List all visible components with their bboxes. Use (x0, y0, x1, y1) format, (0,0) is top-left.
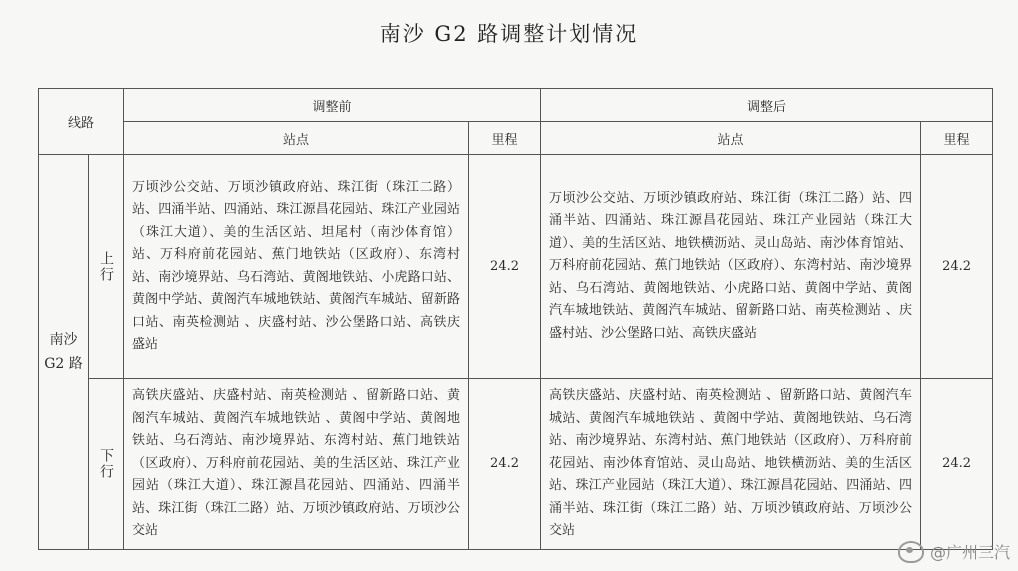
before-mileage-down: 24.2 (469, 379, 541, 550)
after-stations-down-cell (541, 379, 921, 550)
direction-up: 上行 (98, 250, 114, 283)
header-after-stations: 站点 (541, 122, 921, 155)
weibo-icon (898, 541, 924, 563)
header-route: 线路 (39, 89, 124, 155)
route-name-line2: G2 路 (44, 355, 83, 372)
header-row-1 (39, 89, 993, 122)
before-stations-down-cell (124, 379, 469, 550)
table-row-up (39, 155, 993, 379)
before-stations-up: 万顷沙公交站、万顷沙镇政府站、珠江街（珠江二路）站、四涌半站、四涌站、珠江源昌花园站、珠江产业园站（珠江大道）、美的生活区站、坦尾村（南沙体育馆）站、万科府前花园站、蕉门地铁站（区政府）、东湾村站、南沙境界站、乌石湾站、黄阁地铁站、小虎路口站、黄阁中学站、黄阁汽车城地铁站、黄阁汽车城站、留新路口站、南英检测站 、庆盛村站、沙公堡路口站、高铁庆盛站 (132, 179, 461, 352)
header-after-mileage: 里程 (921, 122, 993, 155)
after-stations-up-cell (541, 155, 921, 379)
route-name-line1: 南沙 (49, 331, 78, 348)
header-before-mileage: 里程 (469, 122, 541, 155)
after-mileage-up: 24.2 (921, 155, 993, 379)
after-mileage-down: 24.2 (921, 379, 993, 550)
after-stations-down: 高铁庆盛站、庆盛村站、南英检测站 、留新路口站、黄阁汽车城站、黄阁汽车城地铁站 、黄阁中学站、黄阁地铁站、乌石湾站、南沙境界站、东湾村站、蕉门地铁站（区政府）、万科府前花园站、南沙体育馆站、灵山岛站、地铁横沥站、美的生活区站、珠江产业园站（珠江大道）、珠江源昌花园站、四涌站、四涌半站、珠江街（珠江二路）站、万顷沙镇政府站、万顷沙公交站 (549, 388, 913, 538)
watermark (898, 540, 1010, 563)
header-before-stations: 站点 (124, 122, 469, 155)
route-adjustment-table (38, 88, 993, 550)
header-row-2 (39, 122, 993, 155)
page-title: 南沙 G2 路调整计划情况 (379, 22, 639, 46)
before-mileage-up: 24.2 (469, 155, 541, 379)
before-stations-up-cell (124, 155, 469, 379)
after-stations-up: 万顷沙公交站、万顷沙镇政府站、珠江街（珠江二路）站、四涌半站、四涌站、珠江源昌花园站、珠江产业园站（珠江大道）、美的生活区站、地铁横沥站、灵山岛站、南沙体育馆站、万科府前花园站、蕉门地铁站（区政府）、东湾村站、南沙境界站、乌石湾站、黄阁地铁站、小虎路口站、黄阁中学站、黄阁汽车城地铁站、黄阁汽车城站、留新路口站、南英检测站 、庆盛村站、沙公堡路口站、高铁庆盛站 (549, 190, 913, 341)
watermark-text: @广州三汽 (929, 543, 1010, 562)
header-before: 调整前 (124, 89, 541, 122)
table-row-down (39, 379, 993, 550)
direction-down-cell (89, 379, 124, 550)
header-after: 调整后 (541, 89, 993, 122)
direction-down: 下行 (98, 447, 114, 480)
route-name-cell (39, 155, 89, 550)
before-stations-down: 高铁庆盛站、庆盛村站、南英检测站 、留新路口站、黄阁汽车城站、黄阁汽车城地铁站 、黄阁中学站、黄阁地铁站、乌石湾站、南沙境界站、东湾村站、蕉门地铁站（区政府）、万科府前花园站、美的生活区站、珠江产业园站（珠江大道）、珠江源昌花园站、四涌站、四涌半站、珠江街（珠江二路）站、万顷沙镇政府站、万顷沙公交站 (132, 388, 461, 538)
direction-up-cell (89, 155, 124, 379)
